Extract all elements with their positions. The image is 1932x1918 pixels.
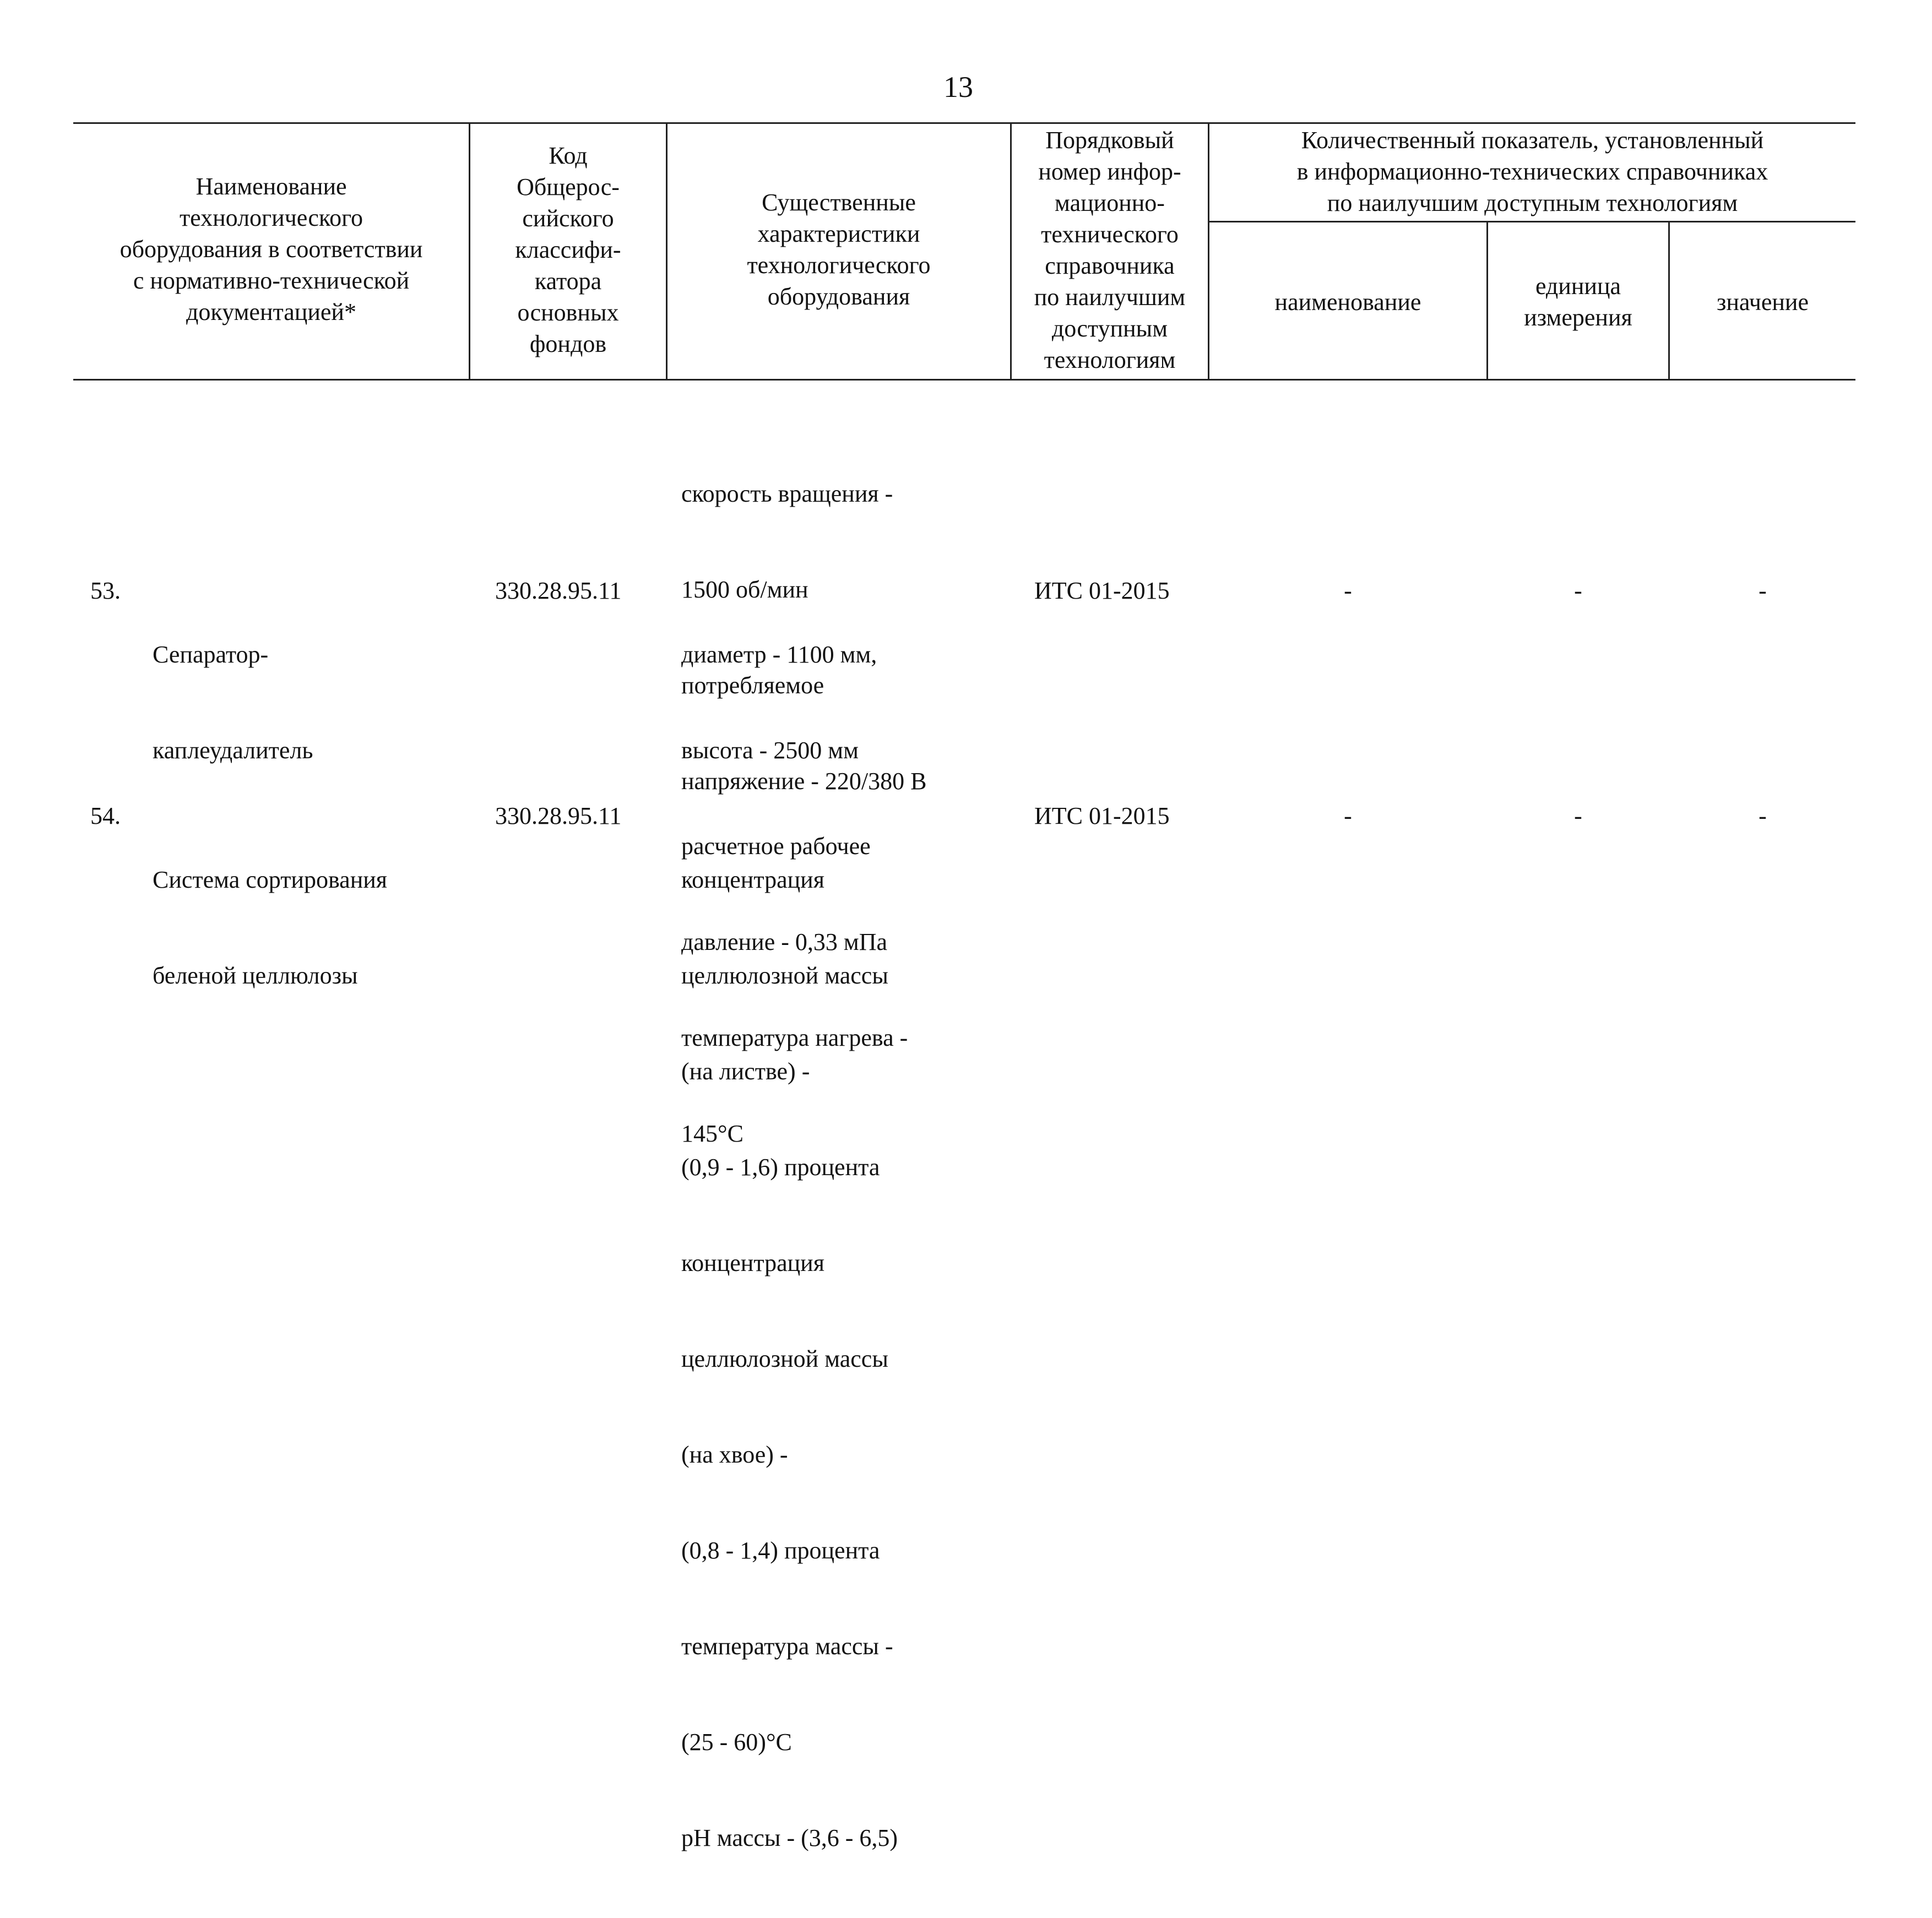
subheader-divider [1209,221,1855,222]
header-line: оборудования [767,283,910,310]
classifier-code: 330.28.95.11 [495,577,622,604]
header-line: технического [1041,221,1179,248]
text-line: целлюлозной массы [681,1345,888,1372]
row-number: 53. [90,577,121,604]
header-line: с нормативно-технической [133,267,410,294]
row-number: 54. [90,802,121,829]
header-indicator-name: наименование [1274,289,1421,316]
header-line: Код [549,142,588,169]
indicator-name: - [1344,802,1352,829]
header-line: Порядковый [1045,127,1174,154]
indicator-value: - [1759,802,1767,829]
text-line: температура массы - [681,1633,893,1660]
header-line: Общерос- [517,173,620,200]
header-indicator-unit [1488,270,1668,333]
indicator-unit: - [1574,802,1582,829]
text-line: (на листве) - [681,1058,810,1085]
header-line: Наименование [196,173,347,200]
text-line: высота - 2500 мм [681,737,859,764]
classifier-code: 330.28.95.11 [495,802,622,829]
equipment-name [153,575,313,830]
page-number: 13 [943,70,973,104]
equipment-name [153,800,387,1056]
header-indicator-group [1209,124,1855,219]
indicator-unit: - [1574,577,1582,604]
text-line: концентрация [681,866,824,893]
header-equipment-name [75,171,468,328]
header-line: по наилучшим доступным технологиям [1327,189,1738,216]
table-top-border [73,122,1855,124]
text-line: потребляемое [681,672,824,699]
text-line: давление - 0,33 мПа [681,928,888,955]
indicator-value: - [1759,577,1767,604]
header-line: технологического [179,204,363,231]
header-line: в информационно-технических справочниках [1296,158,1768,185]
header-line: Существенные [762,189,916,216]
header-line: мационно- [1055,189,1165,216]
text-line: скорость вращения - [681,480,893,507]
text-line: (0,8 - 1,4) процента [681,1537,880,1564]
header-line: сийского [522,205,614,232]
header-line: технологиям [1044,346,1176,373]
header-characteristics [667,187,1010,312]
header-bottom-border [73,379,1855,381]
header-line: характеристики [757,220,920,247]
header-line: фондов [529,330,607,357]
text-line: диаметр - 1100 мм, [681,641,877,668]
header-line: катора [534,268,602,295]
header-line: основных [517,299,619,326]
header-classifier-code [470,140,666,360]
text-line: целлюлозной массы [681,962,888,989]
header-line: технологического [747,252,931,279]
text-line: температура нагрева - [681,1024,908,1051]
header-line: единица [1535,273,1621,300]
text-line: pH массы - (3,6 - 6,5) [681,1824,898,1851]
header-line: Количественный показатель, установленный [1301,127,1764,154]
header-line: справочника [1045,252,1175,279]
text-line: напряжение - 220/380 В [681,768,927,795]
header-line: номер инфор- [1038,158,1181,185]
header-line: доступным [1051,315,1168,342]
text-line: (0,9 - 1,6) процента [681,1154,880,1181]
text-line: 145°С [681,1120,744,1147]
text-line: концентрация [681,1249,824,1276]
its-number: ИТС 01-2015 [1034,577,1170,604]
header-indicator-value: значение [1717,289,1809,316]
header-line: документацией* [186,298,356,325]
text-line: каплеудалитель [153,737,313,764]
text-line: Система сортирования [153,866,388,893]
text-line: (на хвое) - [681,1441,788,1468]
characteristics [681,800,898,1918]
text-line: (25 - 60)°С [681,1729,792,1756]
text-line: 1500 об/мин [681,576,808,603]
header-its-number [1012,124,1208,376]
text-line: Сепаратор- [153,641,269,668]
text-line: беленой целлюлозы [153,962,358,989]
its-number: ИТС 01-2015 [1034,802,1170,829]
header-line: измерения [1524,304,1632,331]
header-line: по наилучшим [1034,284,1186,311]
text-line: расчетное рабочее [681,833,871,860]
header-line: оборудования в соответствии [120,236,423,263]
header-line: классифи- [515,236,621,263]
indicator-name: - [1344,577,1352,604]
